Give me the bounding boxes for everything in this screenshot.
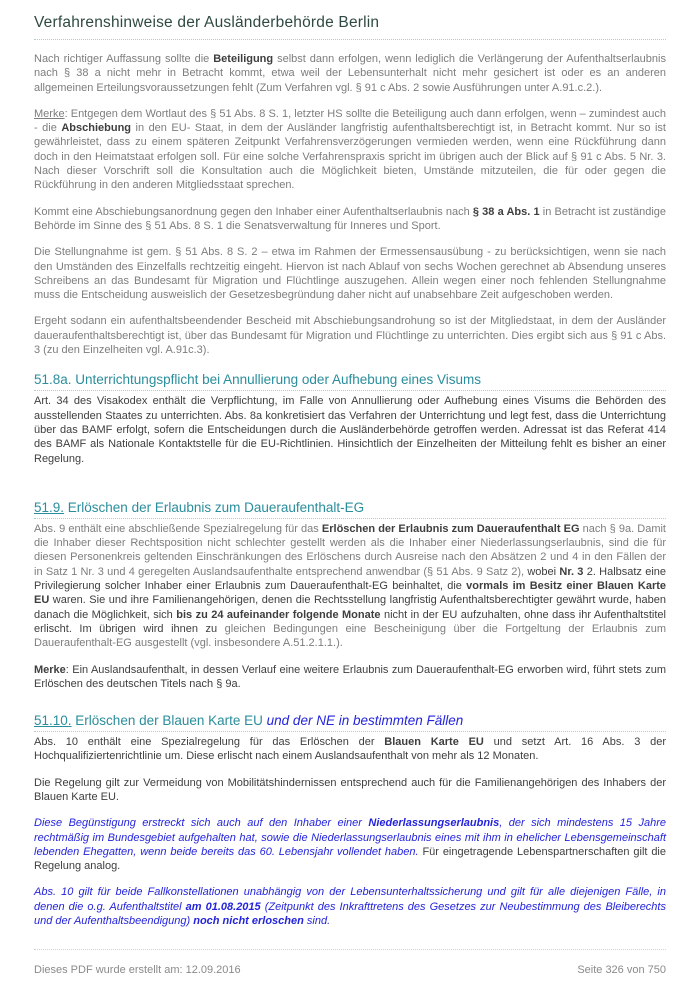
text-run: (Zeitpunkt des Inkrafttretens des Gesetzes zur Neubestimmung des Bleiberechts und der Aufenthaltsbeendigung) — [34, 900, 666, 928]
text-run: Ergeht sodann ein aufenthaltsbeendender Bescheid mit Abschiebungsandrohung so ist der Mitgliedstaat, in dem der Ausländer daueraufenthaltsberechtigt ist, über das Bundesamt für Migration und Flüchtlinge zu unterrichten. Dies ergibt sich aus § 91 c Abs. 3 (zu den Einzelheiten vgl. A.91c.3). — [34, 315, 666, 357]
text-run: Die Stellungnahme ist gem. § 51 Abs. 8 S. 2 – etwa im Rahmen der Ermessensausübung - zu berücksichtigen, wenn sie nach den Umständen des Einzelfalls rechtzeitig eingeht. Hiervon ist nach Ablauf von sechs Wochen gerechnet ab Absendung unseres Schreibens an das Bundesamt für Migration und Flüchtlinge auszugehen. Allein wegen einer noch fehlenden Stellungnahme muss die Entscheidung ausweislich der Gesetzesbegründung daher nicht auf unabsehbare Zeit aufgeschoben werden. — [34, 246, 666, 302]
text-run: in Betracht ist zuständige Behörde im Sinne des § 51 Abs. 8 S. 1 die Senatsverwaltung für Inneres und Sport. — [34, 205, 666, 232]
text-run: Erlöschen der Blauen Karte EU — [71, 713, 267, 729]
text-run: wobei — [527, 565, 560, 578]
text-run: , der sich mindestens 15 Jahre rechtmäßig im Bundesgebiet aufgehalten hat, sowie die Niederlassungserlaubnis eines mit ihm in ehelicher Lebensgemeinschaft lebenden Ehegatten, wenn beide bereits das 60. Lebensjahr vollendet haben. — [34, 817, 666, 858]
text-run: Merke — [34, 107, 65, 120]
text-run: Für eingetragende Lebenspartnerschaften gilt die Regelung analog. — [34, 845, 666, 873]
text-run: nach § 9a. Damit die Inhaber dieser Rechtsposition nicht schlechter gestellt werden als die Inhaber einer Niederlassungserlaubnis, sind die für diesen Personenkreis geltenden Einschränkungen des Erlöschens durch Ausreise nach den Absätzen 2 und 4 in den Fällen der in Satz 1 Nr. 3 und 4 geregelten Auslandsaufenthalte entsprechend anwendbar (§ 51 Abs. 9 Satz 2), — [34, 522, 666, 578]
paragraph-beguenstigung — [34, 816, 666, 873]
text-run: Kommt eine Abschiebungsanordnung gegen den Inhaber einer Aufenthaltserlaubnis nach — [34, 205, 473, 218]
paragraph-merke-abschiebung — [34, 107, 666, 193]
text-run: Die Regelung gilt zur Vermeidung von Mobilitätshindernissen entsprechend auch für die Familienangehörigen des Inhabers der Blauen Karte EU. — [34, 776, 666, 803]
text-run: Beteiligung — [213, 53, 274, 65]
text-run: nicht in der EU aufzuhalten, ohne dass ihr Aufenthaltstitel erlischt. Im übrigen wird ihnen zu — [34, 608, 666, 635]
text-run: Niederlassungserlaubnis — [368, 817, 500, 830]
text-run: 51.10. — [34, 713, 72, 729]
heading-51-9 — [34, 500, 666, 519]
paragraph-abschiebungsanordnung — [34, 205, 666, 234]
text-run: § 38 a Abs. 1 — [472, 205, 540, 218]
text-run: waren. Sie und ihre Familienangehörigen, denen die Rechtsstellung langfristig Aufenthaltsberechtigter gewährt wurde, haben danach die Möglichkeit, sich — [34, 594, 666, 621]
text-run: noch nicht erloschen — [193, 915, 304, 928]
paragraph-mobilitaet — [34, 776, 666, 805]
text-run: Art. 34 des Visakodex enthält die Verpflichtung, im Falle von Annullierung oder Aufhebung eines Visums die Behörden des ausstellenden Staates zu unterrichten. Abs. 8a konkretisiert das Verfahren der Unterrichtung und legt fest, dass die Unterrichtung über das BAMF erfolgt, sofern die Entscheidungen durch die Ausländerbehörde getroffen werden. Adressat ist das Referat 414 des BAMF als Nationale Kontaktstelle für die EU-Richtlinien. Hinsichtlich der Einzelheiten der Mitteilung fehlt es bisher an einer Regelung. — [34, 395, 666, 465]
paragraph-beteiligung — [34, 52, 666, 95]
text-run: Erlöschen der Erlaubnis zum Daueraufenthalt EG — [321, 522, 580, 535]
text-run: bis zu 24 aufeinander folgende Monate — [176, 608, 381, 621]
text-run: Abs. 10 enthält eine Spezialregelung für das Erlöschen der — [34, 736, 385, 749]
heading-51-8a — [34, 372, 666, 391]
text-run: Abs. 9 enthält eine abschließende Spezialregelung für das — [34, 522, 322, 535]
text-run: Merke — [34, 663, 66, 676]
footer-created-date: Dieses PDF wurde erstellt am: 12.09.2016 — [34, 964, 241, 976]
text-run: sind. — [303, 915, 331, 928]
paragraph-stellungnahme — [34, 245, 666, 302]
document-content — [34, 52, 666, 928]
text-run: Nr. 3 — [559, 565, 584, 578]
paragraph-bescheid — [34, 314, 666, 357]
text-run: und setzt Art. 16 Abs. 3 der Hochqualifiziertenrichtlinie um. Diese erlischt nach einem Auslandsaufenthalt von mehr als 12 Monaten. — [34, 736, 666, 763]
page-footer — [34, 949, 666, 976]
text-run: 51.8a. Unterrichtungspflicht bei Annullierung oder Aufhebung eines Visums — [34, 372, 482, 388]
text-run: selbst dann erfolgen, wenn lediglich die Verlängerung der Aufenthaltserlaubnis nach § 38 a nicht mehr in Betracht kommt, etwa weil der Lebensunterhalt nicht mehr gesichert ist oder es an anderen allgemeinen Erteilungsvoraussetzungen fehlt (Zum Verfahren vgl. § 91 c Abs. 2 sowie Ausführungen unter A.91.c.2.). — [34, 53, 666, 94]
document-title: Verfahrenshinweise der Ausländerbehörde Berlin — [34, 14, 666, 40]
text-run: Nach richtiger Auffassung sollte die — [34, 53, 214, 65]
text-run: Diese Begünstigung erstreckt sich auch auf den Inhaber einer — [34, 817, 369, 830]
paragraph-fallkonstellationen — [34, 885, 666, 928]
text-run: in den EU- Staat, in dem der Ausländer langfristig aufenthaltsberechtigt ist, in Betracht kommt. Nur so ist gewährleistet, dass zu einem späteren Zeitpunkt Verfahrensverzögerungen vermieden werden, wenn eine Rückführung dann doch in den Heimatstaat erfolgen soll. Für eine solche Verfahrenspraxis spricht im übrigen auch der Blick auf § 91 c Abs. 5 Nr. 3. Nach dieser Vorschrift soll die Konsultation auch die Möglichkeit bieten, Umstände mitzuteilen, die für oder gegen die Rückführung in den anderen Mitgliedsstaat sprechen. — [34, 122, 666, 192]
text-run: am 01.08.2015 — [185, 900, 261, 913]
text-run: 51.9. — [34, 499, 65, 515]
paragraph-abs9 — [34, 522, 666, 651]
text-run: Erlöschen der Erlaubnis zum Daueraufenthalt-EG — [64, 499, 365, 515]
text-run: : Ein Auslandsaufenthalt, in dessen Verlauf eine weitere Erlaubnis zum Daueraufenthalt-EG erworben wird, führt stets zum Erlöschen des deutschen Titels nach § 9a. — [34, 663, 666, 690]
text-run: Blauen Karte EU — [384, 736, 484, 749]
heading-51-10 — [34, 713, 666, 732]
paragraph-visakodex — [34, 394, 666, 465]
paragraph-merke-auslandsaufenthalt — [34, 663, 666, 692]
text-run: Abschiebung — [61, 122, 132, 135]
text-run: gleichen Bedingungen eine Bescheinigung über die Fortgeltung der Erlaubnis zum Daueraufenthalt-EG ausgestellt (vgl. insbesondere A.51.2.1.1.). — [34, 622, 666, 650]
text-run: vormals im Besitz einer Blauen Karte EU — [34, 580, 667, 607]
footer-page-number: Seite 326 von 750 — [577, 964, 666, 976]
text-run: 2. Halbsatz eine Privilegierung solcher Inhaber einer Erlaubnis zum Daueraufenthalt-EG beinhaltet, die — [34, 565, 666, 593]
text-run: : Entgegen dem Wortlaut des § 51 Abs. 8 S. 1, letzter HS sollte die Beteiligung auch dann erfolgen, wenn – zumindest auch - die — [34, 107, 666, 135]
text-run: und der NE in bestimmten Fällen — [266, 713, 464, 729]
paragraph-abs10 — [34, 735, 666, 764]
text-run: Abs. 10 gilt für beide Fallkonstellationen unabhängig von der Lebensunterhaltssicherung und gilt für alle diejenigen Fälle, in denen die o.g. Aufenthaltstitel — [34, 886, 666, 913]
